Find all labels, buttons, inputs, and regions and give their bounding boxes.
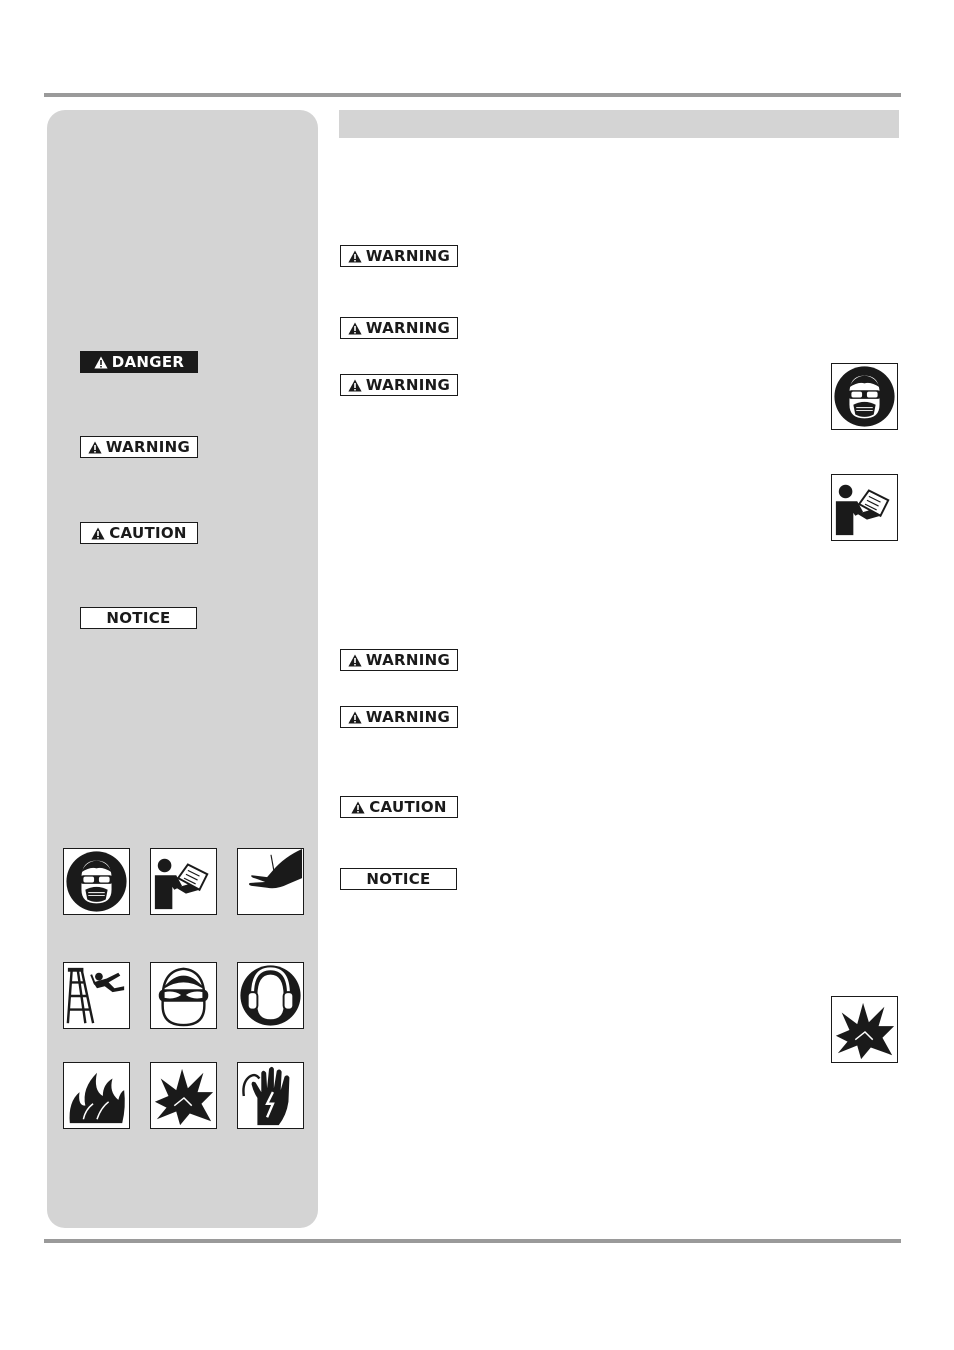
explosion-icon (831, 996, 898, 1063)
signal-word: CAUTION (369, 797, 447, 816)
sharp-object-hand-icon (237, 848, 304, 915)
warning-triangle-icon (348, 322, 362, 335)
signal-word: WARNING (365, 375, 451, 394)
warning-triangle-icon (348, 711, 362, 724)
warning-triangle-icon (348, 654, 362, 667)
notice-signal-label (340, 868, 457, 890)
bottom-rule (44, 1239, 901, 1243)
warning-signal-label (340, 374, 458, 396)
ear-protection-icon (237, 962, 304, 1029)
signal-word: WARNING (365, 650, 451, 669)
signal-word: NOTICE (106, 608, 171, 627)
signal-word: WARNING (365, 318, 451, 337)
warning-signal-label (340, 245, 458, 267)
respirator-goggles-icon (63, 848, 130, 915)
caution-signal-label (340, 796, 458, 818)
fire-icon (63, 1062, 130, 1129)
respirator-goggles-icon (831, 363, 898, 430)
warning-triangle-icon (351, 801, 365, 814)
warning-triangle-icon (348, 379, 362, 392)
section-heading-bar (339, 110, 899, 138)
signal-word: WARNING (105, 437, 191, 456)
warning-triangle-icon (94, 356, 108, 369)
safety-symbols-sidebar (47, 110, 318, 1228)
read-manual-icon (150, 848, 217, 915)
warning-signal-label (340, 649, 458, 671)
signal-word: DANGER (111, 352, 185, 371)
warning-signal-label (340, 706, 458, 728)
warning-triangle-icon (348, 250, 362, 263)
signal-word: CAUTION (109, 523, 187, 542)
ladder-fall-icon (63, 962, 130, 1029)
explosion-icon (150, 1062, 217, 1129)
caution-signal-label (80, 522, 198, 544)
warning-triangle-icon (88, 441, 102, 454)
danger-signal-label (80, 351, 198, 373)
safety-goggles-icon (150, 962, 217, 1029)
top-rule (44, 93, 901, 97)
electric-shock-hand-icon (237, 1062, 304, 1129)
warning-triangle-icon (91, 527, 105, 540)
warning-signal-label (340, 317, 458, 339)
notice-signal-label (80, 607, 197, 629)
signal-word: NOTICE (366, 869, 431, 888)
signal-word: WARNING (365, 246, 451, 265)
read-manual-icon (831, 474, 898, 541)
warning-signal-label (80, 436, 198, 458)
signal-word: WARNING (365, 707, 451, 726)
